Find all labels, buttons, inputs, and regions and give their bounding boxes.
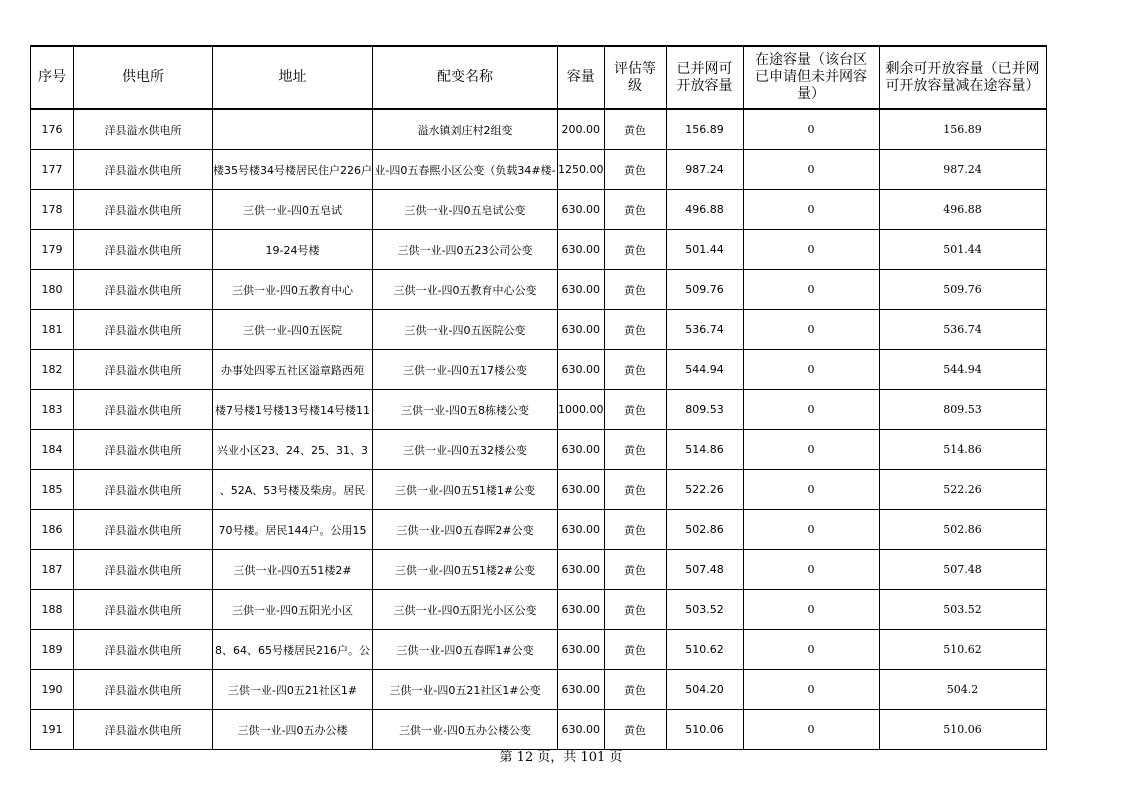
cell-capacity: 630.00 — [558, 710, 605, 750]
cell-address: 楼35号楼34号楼居民住户226户 — [213, 150, 373, 190]
cell-transformer: 三供一业-四0五51楼2#公变 — [373, 550, 558, 590]
cell-transformer: 三供一业-四0五17楼公变 — [373, 350, 558, 390]
table-row — [31, 430, 1047, 470]
cell-open-capacity: 156.89 — [666, 109, 743, 150]
table-row — [31, 390, 1047, 430]
cell-station: 洋县溢水供电所 — [74, 510, 213, 550]
cell-address: 三供一业-四0五51楼2# — [213, 550, 373, 590]
cell-station: 洋县溢水供电所 — [74, 270, 213, 310]
cell-grade: 黄色 — [604, 710, 666, 750]
cell-remaining: 156.89 — [879, 109, 1046, 150]
cell-seq: 191 — [31, 710, 74, 750]
cell-capacity: 1000.00 — [558, 390, 605, 430]
cell-transformer: 三供一业-四0五春晖1#公变 — [373, 630, 558, 670]
cell-pending: 0 — [743, 230, 879, 270]
cell-open-capacity: 503.52 — [666, 590, 743, 630]
cell-transformer: 三供一业-四0五23公司公变 — [373, 230, 558, 270]
cell-grade: 黄色 — [604, 510, 666, 550]
cell-address: 三供一业-四0五皂试 — [213, 190, 373, 230]
cell-transformer: 三供一业-四0五21社区1#公变 — [373, 670, 558, 710]
table-row — [31, 270, 1047, 310]
cell-pending: 0 — [743, 590, 879, 630]
cell-station: 洋县溢水供电所 — [74, 710, 213, 750]
cell-pending: 0 — [743, 630, 879, 670]
cell-seq: 176 — [31, 109, 74, 150]
cell-capacity: 630.00 — [558, 590, 605, 630]
cell-open-capacity: 509.76 — [666, 270, 743, 310]
cell-seq: 189 — [31, 630, 74, 670]
cell-grade: 黄色 — [604, 430, 666, 470]
cell-capacity: 630.00 — [558, 470, 605, 510]
cell-capacity: 630.00 — [558, 630, 605, 670]
cell-open-capacity: 510.62 — [666, 630, 743, 670]
cell-capacity: 630.00 — [558, 510, 605, 550]
cell-station: 洋县溢水供电所 — [74, 590, 213, 630]
cell-transformer: 三供一业-四0五办公楼公变 — [373, 710, 558, 750]
cell-open-capacity: 544.94 — [666, 350, 743, 390]
table-row — [31, 550, 1047, 590]
cell-grade: 黄色 — [604, 390, 666, 430]
cell-station: 洋县溢水供电所 — [74, 670, 213, 710]
table-row — [31, 350, 1047, 390]
table-row — [31, 230, 1047, 270]
cell-grade: 黄色 — [604, 670, 666, 710]
cell-station: 洋县溢水供电所 — [74, 190, 213, 230]
cell-open-capacity: 987.24 — [666, 150, 743, 190]
table-row — [31, 510, 1047, 550]
cell-capacity: 200.00 — [558, 109, 605, 150]
header-transformer: 配变名称 — [373, 46, 558, 109]
cell-address: 三供一业-四0五阳光小区 — [213, 590, 373, 630]
cell-pending: 0 — [743, 550, 879, 590]
table-row — [31, 710, 1047, 750]
cell-transformer: 三供一业-四0五8栋楼公变 — [373, 390, 558, 430]
cell-address: 三供一业-四0五教育中心 — [213, 270, 373, 310]
cell-capacity: 630.00 — [558, 550, 605, 590]
cell-seq: 187 — [31, 550, 74, 590]
cell-address: 、52A、53号楼及柴房。居民 — [213, 470, 373, 510]
cell-capacity: 630.00 — [558, 350, 605, 390]
cell-capacity: 630.00 — [558, 270, 605, 310]
cell-station: 洋县溢水供电所 — [74, 390, 213, 430]
cell-grade: 黄色 — [604, 470, 666, 510]
header-pending: 在途容量（该台区已申请但未并网容量） — [743, 46, 879, 109]
page-number: 第 12 页，共 101 页 — [499, 750, 623, 765]
cell-capacity: 630.00 — [558, 310, 605, 350]
cell-address: 兴业小区23、24、25、31、3 — [213, 430, 373, 470]
table-row — [31, 109, 1047, 150]
cell-address: 70号楼。居民144户。公用15 — [213, 510, 373, 550]
cell-remaining: 504.2 — [879, 670, 1046, 710]
cell-remaining: 503.52 — [879, 590, 1046, 630]
cell-open-capacity: 504.20 — [666, 670, 743, 710]
cell-seq: 188 — [31, 590, 74, 630]
cell-capacity: 1250.00 — [558, 150, 605, 190]
cell-remaining: 509.76 — [879, 270, 1046, 310]
header-station: 供电所 — [74, 46, 213, 109]
cell-grade: 黄色 — [604, 150, 666, 190]
cell-open-capacity: 507.48 — [666, 550, 743, 590]
cell-pending: 0 — [743, 350, 879, 390]
cell-remaining: 496.88 — [879, 190, 1046, 230]
cell-pending: 0 — [743, 710, 879, 750]
table-row — [31, 310, 1047, 350]
cell-open-capacity: 522.26 — [666, 470, 743, 510]
header-address: 地址 — [213, 46, 373, 109]
cell-station: 洋县溢水供电所 — [74, 350, 213, 390]
page-footer — [0, 746, 1122, 765]
cell-remaining: 502.86 — [879, 510, 1046, 550]
cell-grade: 黄色 — [604, 190, 666, 230]
cell-remaining: 987.24 — [879, 150, 1046, 190]
cell-grade: 黄色 — [604, 109, 666, 150]
cell-seq: 183 — [31, 390, 74, 430]
cell-seq: 177 — [31, 150, 74, 190]
cell-address: 办事处四零五社区溢章路西苑 — [213, 350, 373, 390]
table-body — [31, 109, 1047, 750]
cell-remaining: 809.53 — [879, 390, 1046, 430]
cell-station: 洋县溢水供电所 — [74, 109, 213, 150]
cell-pending: 0 — [743, 510, 879, 550]
cell-grade: 黄色 — [604, 350, 666, 390]
cell-remaining: 522.26 — [879, 470, 1046, 510]
cell-capacity: 630.00 — [558, 430, 605, 470]
cell-pending: 0 — [743, 270, 879, 310]
cell-address: 三供一业-四0五办公楼 — [213, 710, 373, 750]
header-row — [31, 46, 1047, 109]
table-row — [31, 150, 1047, 190]
cell-pending: 0 — [743, 430, 879, 470]
cell-seq: 182 — [31, 350, 74, 390]
table-row — [31, 670, 1047, 710]
cell-remaining: 536.74 — [879, 310, 1046, 350]
cell-remaining: 507.48 — [879, 550, 1046, 590]
cell-address: 三供一业-四0五医院 — [213, 310, 373, 350]
table-row — [31, 590, 1047, 630]
cell-capacity: 630.00 — [558, 230, 605, 270]
cell-open-capacity: 510.06 — [666, 710, 743, 750]
cell-open-capacity: 501.44 — [666, 230, 743, 270]
cell-station: 洋县溢水供电所 — [74, 310, 213, 350]
header-remaining: 剩余可开放容量（已并网可开放容量减在途容量） — [879, 46, 1046, 109]
cell-station: 洋县溢水供电所 — [74, 150, 213, 190]
cell-seq: 190 — [31, 670, 74, 710]
cell-pending: 0 — [743, 670, 879, 710]
cell-seq: 178 — [31, 190, 74, 230]
header-open-capacity: 已并网可开放容量 — [666, 46, 743, 109]
cell-grade: 黄色 — [604, 590, 666, 630]
cell-seq: 181 — [31, 310, 74, 350]
cell-remaining: 510.06 — [879, 710, 1046, 750]
cell-seq: 186 — [31, 510, 74, 550]
cell-transformer: 三供一业-四0五教育中心公变 — [373, 270, 558, 310]
cell-station: 洋县溢水供电所 — [74, 230, 213, 270]
cell-pending: 0 — [743, 310, 879, 350]
cell-station: 洋县溢水供电所 — [74, 550, 213, 590]
cell-remaining: 544.94 — [879, 350, 1046, 390]
table-row — [31, 470, 1047, 510]
cell-transformer: 三供一业-四0五皂试公变 — [373, 190, 558, 230]
table-row — [31, 190, 1047, 230]
cell-transformer: 三供一业-四0五春晖2#公变 — [373, 510, 558, 550]
cell-station: 洋县溢水供电所 — [74, 630, 213, 670]
cell-address: 三供一业-四0五21社区1# — [213, 670, 373, 710]
cell-seq: 185 — [31, 470, 74, 510]
cell-pending: 0 — [743, 390, 879, 430]
cell-pending: 0 — [743, 190, 879, 230]
cell-station: 洋县溢水供电所 — [74, 470, 213, 510]
cell-transformer: 业-四0五春熙小区公变（负载34#楼- — [373, 150, 558, 190]
cell-address: 8、64、65号楼居民216户。公 — [213, 630, 373, 670]
cell-transformer: 三供一业-四0五51楼1#公变 — [373, 470, 558, 510]
cell-pending: 0 — [743, 109, 879, 150]
cell-grade: 黄色 — [604, 630, 666, 670]
cell-pending: 0 — [743, 470, 879, 510]
capacity-table — [30, 45, 1047, 750]
cell-capacity: 630.00 — [558, 190, 605, 230]
cell-station: 洋县溢水供电所 — [74, 430, 213, 470]
cell-grade: 黄色 — [604, 230, 666, 270]
cell-seq: 184 — [31, 430, 74, 470]
cell-open-capacity: 536.74 — [666, 310, 743, 350]
cell-address: 楼7号楼1号楼13号楼14号楼11 — [213, 390, 373, 430]
cell-open-capacity: 809.53 — [666, 390, 743, 430]
cell-remaining: 514.86 — [879, 430, 1046, 470]
cell-transformer: 溢水镇刘庄村2组变 — [373, 109, 558, 150]
cell-transformer: 三供一业-四0五阳光小区公变 — [373, 590, 558, 630]
cell-grade: 黄色 — [604, 270, 666, 310]
table-row — [31, 630, 1047, 670]
cell-grade: 黄色 — [604, 310, 666, 350]
header-capacity: 容量 — [558, 46, 605, 109]
cell-transformer: 三供一业-四0五32楼公变 — [373, 430, 558, 470]
cell-open-capacity: 514.86 — [666, 430, 743, 470]
cell-pending: 0 — [743, 150, 879, 190]
cell-capacity: 630.00 — [558, 670, 605, 710]
cell-remaining: 510.62 — [879, 630, 1046, 670]
cell-transformer: 三供一业-四0五医院公变 — [373, 310, 558, 350]
header-grade: 评估等级 — [604, 46, 666, 109]
cell-seq: 179 — [31, 230, 74, 270]
cell-address: 19-24号楼 — [213, 230, 373, 270]
cell-seq: 180 — [31, 270, 74, 310]
header-seq: 序号 — [31, 46, 74, 109]
cell-address — [213, 109, 373, 150]
cell-grade: 黄色 — [604, 550, 666, 590]
cell-open-capacity: 502.86 — [666, 510, 743, 550]
cell-open-capacity: 496.88 — [666, 190, 743, 230]
cell-remaining: 501.44 — [879, 230, 1046, 270]
